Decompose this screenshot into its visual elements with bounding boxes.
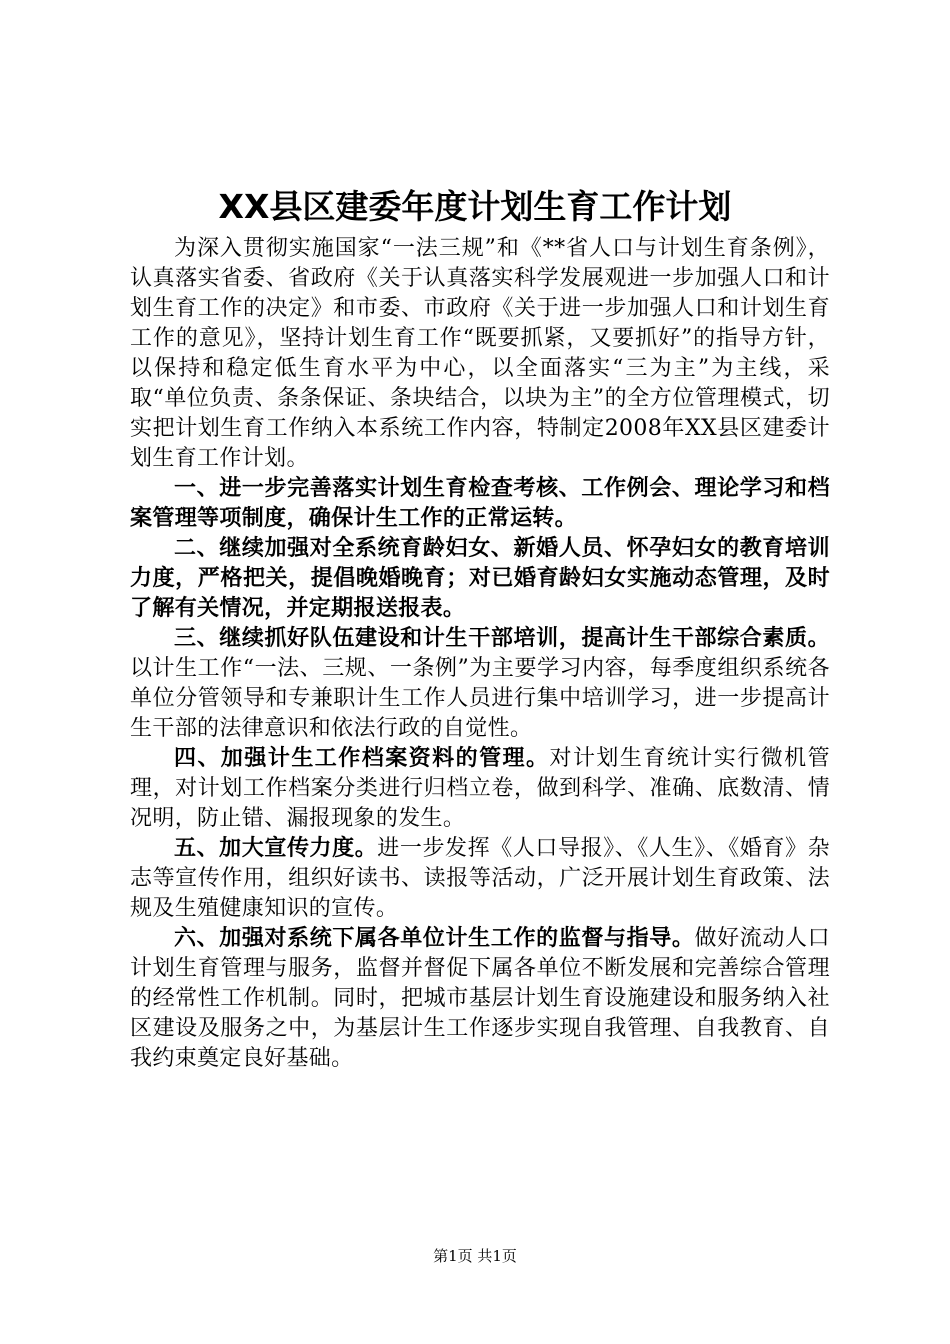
page-footer: 第1页 共1页 [433, 1247, 517, 1265]
document-title: XX县区建委年度计划生育工作计划 [218, 187, 732, 226]
item-paragraph-3 [130, 624, 830, 744]
item-paragraph-6 [130, 924, 830, 1074]
item-paragraph-2 [130, 534, 830, 624]
item-heading: 六、加强对系统下属各单位计生工作的监督与指导。 [174, 926, 695, 951]
document-body [130, 234, 830, 1074]
item-paragraph-4 [130, 744, 830, 834]
item-text: 做好流动人口计划生育管理与服务，监督并督促下属各单位不断发展和完善综合管理的经常性工作机制。同时，把城市基层计划生育设施建设和服务纳入社区建设及服务之中，为基层计生工作逐步实现自我管理、自我教育、自我约束奠定良好基础。 [130, 926, 830, 1071]
item-heading: 二、继续加强对全系统育龄妇女、新婚人员、怀孕妇女的教育培训力度，严格把关，提倡晚婚晚育；对已婚育龄妇女实施动态管理，及时了解有关情况，并定期报送报表。 [130, 536, 830, 621]
item-heading: 四、加强计生工作档案资料的管理。 [174, 746, 550, 771]
item-heading: 五、加大宣传力度。 [174, 836, 378, 861]
item-heading: 三、继续抓好队伍建设和计生干部培训，提高计生干部综合素质。 [174, 626, 830, 651]
item-text: 以计生工作“一法、三规、一条例”为主要学习内容，每季度组织系统各单位分管领导和专兼职计生工作人员进行集中培训学习，进一步提高计生干部的法律意识和依法行政的自觉性。 [130, 656, 830, 741]
item-paragraph-1 [130, 474, 830, 534]
item-text: 进一步发挥《人口导报》、《人生》、《婚育》杂志等宣传作用，组织好读书、读报等活动，广泛开展计划生育政策、法规及生殖健康知识的宣传。 [130, 836, 830, 921]
item-paragraph-5 [130, 834, 830, 924]
intro-paragraph: 为深入贯彻实施国家“一法三规”和《**省人口与计划生育条例》，认真落实省委、省政府《关于认真落实科学发展观进一步加强人口和计划生育工作的决定》和市委、市政府《关于进一步加强人口和计划生育工作的意见》，坚持计划生育工作“既要抓紧，又要抓好”的指导方针，以保持和稳定低生育水平为中心，以全面落实“三为主”为主线，采取“单位负责、条条保证、条块结合，以块为主”的全方位管理模式，切实把计划生育工作纳入本系统工作内容，特制定2008年XX县区建委计划生育工作计划。 [130, 236, 830, 471]
item-text: 对计划生育统计实行微机管理，对计划工作档案分类进行归档立卷，做到科学、准确、底数清、情况明，防止错、漏报现象的发生。 [130, 746, 830, 831]
item-heading: 一、进一步完善落实计划生育检查考核、工作例会、理论学习和档案管理等项制度，确保计生工作的正常运转。 [130, 476, 830, 531]
